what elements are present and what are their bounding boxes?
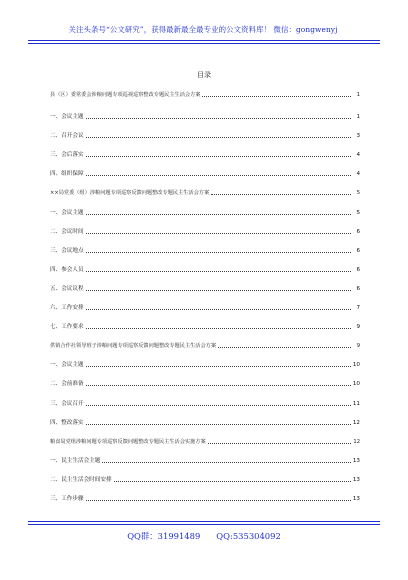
toc-entry-title: 二、召开会议 xyxy=(50,133,84,139)
toc-entry[interactable] xyxy=(50,377,360,388)
toc-entry-page: 3 xyxy=(356,133,360,139)
toc-entry-page: 4 xyxy=(356,171,360,177)
toc-entry[interactable] xyxy=(50,492,360,503)
toc-leader-dots xyxy=(86,156,351,157)
toc-entry-page: 7 xyxy=(356,305,360,311)
footer-qq: QQ:535304092 xyxy=(216,531,281,541)
toc-entry-page: 1 xyxy=(356,92,360,98)
header-banner: 关注头条号“公文研究”，获得最新最全最专业的公文资料库！ 微信：gongwenyj xyxy=(68,25,338,34)
toc-leader-dots xyxy=(86,252,351,253)
toc-leader-dots xyxy=(86,500,351,501)
header-rule-thin xyxy=(28,43,380,44)
toc-entry-page: 6 xyxy=(356,286,360,292)
toc-leader-dots xyxy=(86,214,351,215)
toc-entry-title: 四、整改落实 xyxy=(50,420,84,426)
toc-leader-dots xyxy=(102,462,351,463)
toc-entry[interactable] xyxy=(50,435,360,446)
toc-entry[interactable] xyxy=(50,263,360,274)
footer-rule-thin xyxy=(28,521,380,522)
toc-entry-title: 二、会议时间 xyxy=(50,229,84,235)
toc-entry-page: 12 xyxy=(352,420,360,426)
toc-entry-title: 五、会议议程 xyxy=(50,286,84,292)
toc-entry[interactable] xyxy=(50,186,360,197)
toc-entry-page: 6 xyxy=(356,229,360,235)
toc-entry[interactable] xyxy=(50,129,360,140)
toc-entry[interactable] xyxy=(50,416,360,427)
toc-entry-title: 一、民主生活会主题 xyxy=(50,458,101,464)
toc-leader-dots xyxy=(86,366,351,367)
toc-entry[interactable] xyxy=(50,148,360,159)
footer-rule xyxy=(28,524,380,525)
toc-leader-dots xyxy=(86,290,351,291)
toc-leader-dots xyxy=(114,481,351,482)
toc-entry[interactable] xyxy=(50,397,360,408)
toc-entry-page: 12 xyxy=(353,439,360,445)
toc-entry-page: 13 xyxy=(352,496,360,502)
toc-entry-title: 三、会议召开 xyxy=(50,401,84,407)
toc-entry-page: 1 xyxy=(356,114,360,120)
toc-entry-page: 10 xyxy=(352,381,360,387)
toc-entry-title: 一、会议主题 xyxy=(50,210,84,216)
toc-leader-dots xyxy=(86,118,351,119)
toc-entry-title: 二、会前准备 xyxy=(50,381,84,387)
toc-entry-page: 5 xyxy=(356,190,360,196)
toc-leader-dots xyxy=(86,137,351,138)
toc-entry-page: 6 xyxy=(356,267,360,273)
toc-entry-page: 9 xyxy=(356,343,360,349)
toc-entry[interactable] xyxy=(50,339,360,350)
toc-entry-page: 13 xyxy=(352,458,360,464)
toc-entry-title: 供销合作社领导班子涉粮问题专项巡察反馈问题整改专题民主生活会方案 xyxy=(50,343,217,349)
toc-entry[interactable] xyxy=(50,301,360,312)
toc-entry-page: 9 xyxy=(356,324,360,330)
toc-leader-dots xyxy=(208,443,351,444)
toc-entry[interactable] xyxy=(50,473,360,484)
toc-entry-title: 六、工作安排 xyxy=(50,305,84,311)
toc-leader-dots xyxy=(86,405,351,406)
toc-entry-title: 三、会后落实 xyxy=(50,152,84,158)
toc-entry[interactable] xyxy=(50,110,360,121)
toc-leader-dots xyxy=(86,328,351,329)
toc-entry-title: 粮食局党组涉粮问题专项巡察反馈问题整改专题民主生活会实施方案 xyxy=(50,439,206,445)
toc-entry-page: 5 xyxy=(356,210,360,216)
toc-entry-title: 三、会议地点 xyxy=(50,248,84,254)
toc-leader-dots xyxy=(86,175,351,176)
toc-leader-dots xyxy=(86,233,351,234)
toc-entry[interactable] xyxy=(50,206,360,217)
header-rule xyxy=(28,40,380,41)
toc-entry-page: 13 xyxy=(352,477,360,483)
toc-entry-title: 县（区）委常委会涉粮问题专项巡视巡察整改专题民主生活会方案 xyxy=(50,92,201,98)
toc-entry-page: 10 xyxy=(352,362,360,368)
toc-entry-title: 三、工作步骤 xyxy=(50,496,84,502)
footer-contact xyxy=(0,530,408,542)
toc-entry-page: 6 xyxy=(356,248,360,254)
toc-entry[interactable] xyxy=(50,167,360,178)
toc-entry[interactable] xyxy=(50,88,360,99)
footer-qq-group: QQ群：31991489 xyxy=(127,531,201,541)
toc-entry-title: 四、参会人员 xyxy=(50,267,84,273)
toc-entry-title: 一、会议主题 xyxy=(50,362,84,368)
toc-leader-dots xyxy=(86,271,351,272)
toc-entry[interactable] xyxy=(50,358,360,369)
toc-entry-title: 一、会议主题 xyxy=(50,114,84,120)
toc-entry[interactable] xyxy=(50,454,360,465)
toc-entry[interactable] xyxy=(50,320,360,331)
toc-entry-title: ××局党委（组）涉粮问题专项巡察反馈问题整改专题民主生活会方案 xyxy=(50,190,210,196)
toc-title: 目录 xyxy=(197,71,211,79)
toc-leader-dots xyxy=(86,309,351,310)
toc-leader-dots xyxy=(211,194,351,195)
toc-leader-dots xyxy=(218,347,351,348)
toc-leader-dots xyxy=(86,385,351,386)
toc-leader-dots xyxy=(202,96,351,97)
toc-entry-title: 二、民主生活会时间安排 xyxy=(50,477,112,483)
toc-entry[interactable] xyxy=(50,225,360,236)
toc-entry-title: 七、工作要求 xyxy=(50,324,84,330)
toc-entry[interactable] xyxy=(50,244,360,255)
toc-entry-title: 四、组织保障 xyxy=(50,171,84,177)
toc-entry-page: 11 xyxy=(352,401,360,407)
toc-entry-page: 4 xyxy=(356,152,360,158)
toc-entry[interactable] xyxy=(50,282,360,293)
toc-leader-dots xyxy=(86,424,351,425)
